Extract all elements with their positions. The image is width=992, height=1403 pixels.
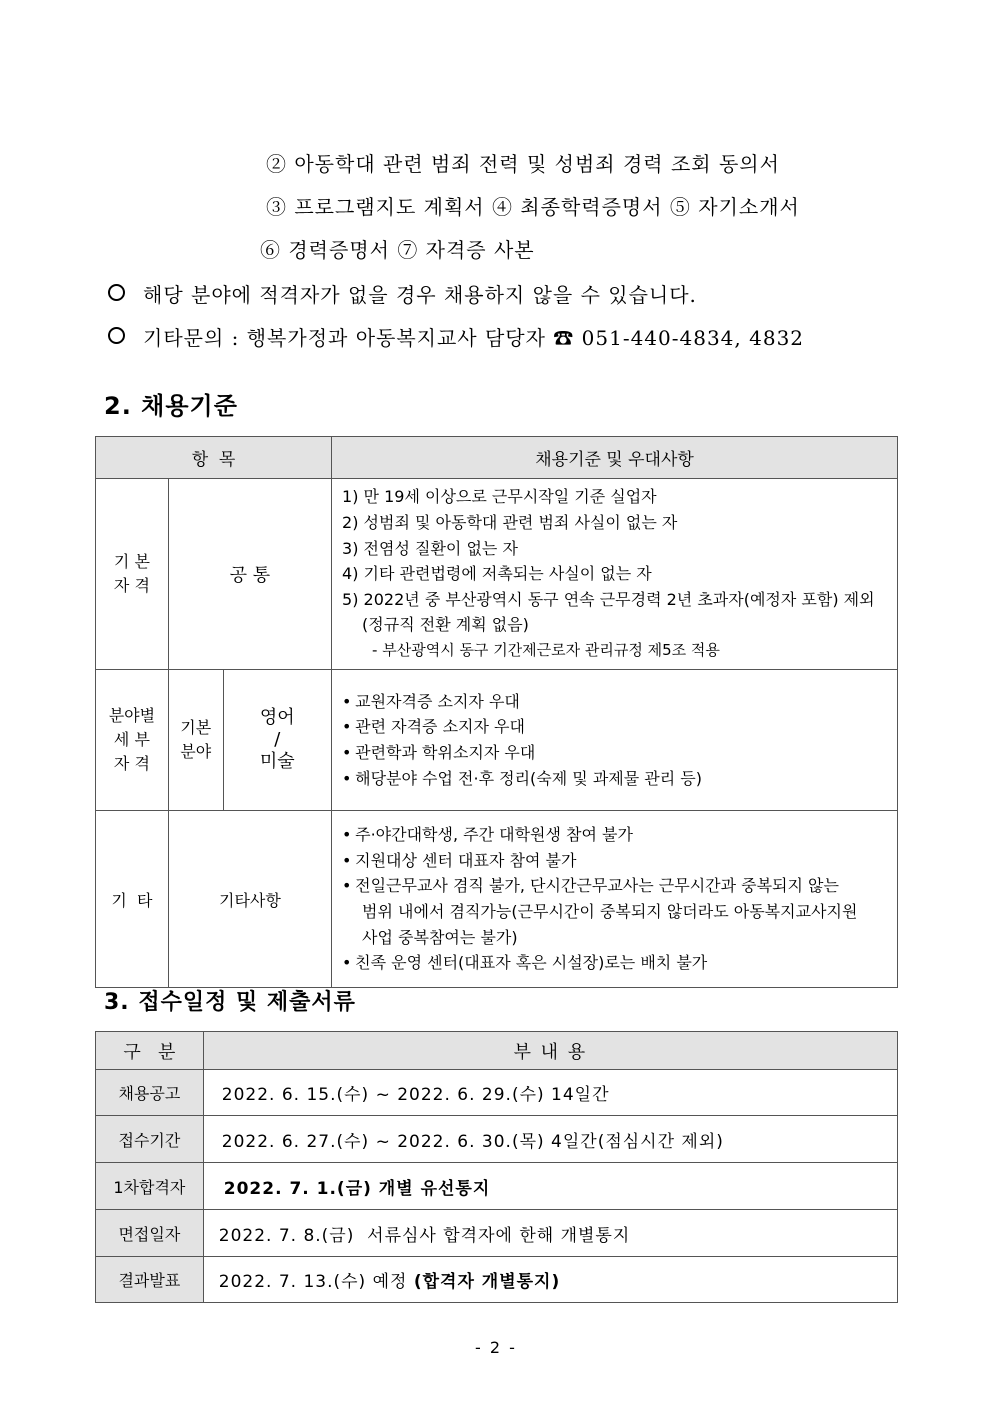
note-contact: 기타문의 : 행복가정과 아동복지교사 담당자 ☎ 051-440-4834, 4832 [108,322,804,351]
schedule-header-col1: 구 분 [96,1032,204,1070]
schedule-header-row [96,1032,898,1070]
table-row: 결과발표 2022. 7. 13.(수) 예정 (합격자 개별통지) [96,1257,898,1303]
circle-bullet-icon [108,327,125,344]
list-item: • 교원자격증 소지자 우대 [342,691,520,711]
field-qualification-row [96,670,898,811]
list-item: • 관련학과 학위소지자 우대 [342,743,536,762]
doc-line-1: ② 아동학대 관련 범죄 전력 및 성범죄 경력 조회 동의서 [266,152,780,176]
criteria-header-row [96,437,898,479]
page-number: - 2 - [475,1338,517,1357]
etc-row [96,811,898,988]
basic-qualification-row [96,479,898,670]
doc-line-3: ⑥ 경력증명서 ⑦ 자격증 사본 [260,238,535,262]
list-item: • 주·야간대학생, 주간 대학원생 참여 불가 [342,825,633,845]
field-criteria [332,670,898,811]
etc-label: 기 타 [96,811,169,988]
field-sub-label: 기본 분야 [168,670,223,811]
note-no-candidate: 해당 분야에 적격자가 없을 경우 채용하지 않을 수 있습니다. [108,279,697,308]
table-row: 접수기간 2022. 6. 27.(수) ~ 2022. 6. 30.(목) 4일간(점심시간 제외) [96,1116,898,1163]
list-item: • 관련 자격증 소지자 우대 [342,717,525,737]
table-row: 채용공고 2022. 6. 15.(수) ~ 2022. 6. 29.(수) 14일간 [96,1070,898,1116]
basic-sub-label: 공 통 [168,479,331,670]
list-item: • 지원대상 센터 대표자 참여 불가 [342,850,577,870]
basic-label: 기 본 자 격 [96,479,169,670]
list-item: • 전일근무교사 겸직 불가, 단시간근무교사는 근무시간과 중복되지 않는 [342,876,839,896]
list-item: • 친족 운영 센터(대표자 혹은 시설장)로는 배치 불가 [342,953,708,973]
section2-title: 2. 채용기준 [104,392,238,420]
schedule-header-col2: 부 내 용 [203,1032,897,1070]
table-row: 면접일자 2022. 7. 8.(금) 서류심사 합격자에 한해 개별통지 [96,1210,898,1257]
field-label: 분야별 세 부 자 격 [96,670,169,811]
criteria-table [95,436,898,988]
section3-title: 3. 접수일정 및 제출서류 [104,990,356,1015]
circle-bullet-icon [108,284,125,301]
header-item: 항 목 [96,437,332,479]
etc-sub-label: 기타사항 [168,811,331,988]
doc-line-2: ③ 프로그램지도 계획서 ④ 최종학력증명서 ⑤ 자기소개서 [266,195,800,219]
list-item: • 해당분야 수업 전·후 정리(숙제 및 과제물 관리 등) [342,768,702,788]
field-subject: 영어 / 미술 [223,670,331,811]
schedule-table [95,1031,898,1303]
basic-criteria: 1) 만 19세 이상으로 근무시작일 기준 실업자 2) 성범죄 및 아동학대 관련 범죄 사실이 없는 자 3) 전염성 질환이 없는 자 4) 기타 관련법령에 저촉되는 사실이 없는 자 5) 2022년 중 부산광역시 동구 연속 근무경력 2년 초과자(예정자 포함) 제외 (정규직 전환 계획 없음) - 부산광역시 동구 기간제근로자 관리규정 제5조 적용 [332,479,898,670]
table-row: 1차합격자 2022. 7. 1.(금) 개별 유선통지 [96,1163,898,1210]
header-criteria: 채용기준 및 우대사항 [332,437,898,479]
etc-criteria: • 주·야간대학생, 주간 대학원생 참여 불가 • 지원대상 센터 대표자 참여 불가 • 전일근무교사 겸직 불가, 단시간근무교사는 근무시간과 중복되지 않는 범위 내에서 겸직가능(근무시간이 중복되지 않더라도 아동복지교사지원 사업 중복참여는 불가) • 친족 운영 센터(대표자 혹은 시설장)로는 배치 불가 [332,811,898,988]
